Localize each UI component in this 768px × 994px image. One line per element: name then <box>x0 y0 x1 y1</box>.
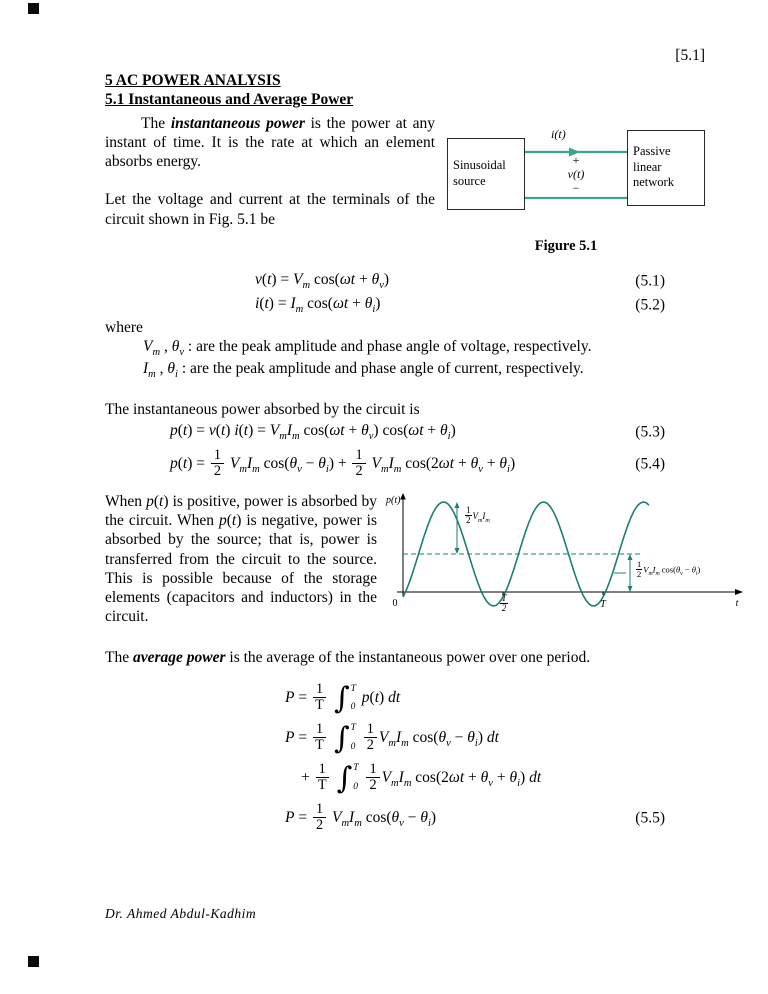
circuit-diagram <box>447 124 705 224</box>
average-power-line-3-body: + $\frac{1}{T}$ ∫ T 0 $\frac{1}{2}$ $V_mI_m$ $\cos(2\omega t + \theta_v + \theta_i)$ dt <box>301 760 542 796</box>
average-power-line-2 <box>105 720 705 756</box>
where-label: where <box>105 318 143 336</box>
tick-zero-label: 0 <box>392 597 398 609</box>
intro-row <box>105 114 705 256</box>
equation-5-5 <box>105 800 705 834</box>
x-axis-label: t <box>735 597 739 609</box>
instantaneous-power-plot <box>385 492 768 642</box>
average-power-line-3 <box>105 760 705 796</box>
power-sign-paragraph: When p(t) is positive, power is absorbed by the circuit. When p(t) is negative, power is absorbed by the source; that is, power is transferred from the circuit to the source. This is possible because of the storage elements (capacitors and inductors) in the circuit. <box>105 492 377 626</box>
plus-polarity-label: + <box>572 152 580 167</box>
sinusoidal-source-box: Sinusoidal source <box>447 138 525 210</box>
registration-mark-top <box>28 3 39 14</box>
equation-5-3-number: (5.3) <box>635 423 665 441</box>
equation-5-2-number: (5.2) <box>635 296 665 314</box>
equation-5-1 <box>105 270 705 292</box>
equation-5-5-number: (5.5) <box>635 809 665 827</box>
y-axis-arrow-icon <box>400 493 406 500</box>
amplitude-annotation: $\frac{1}{2}$ $V_mI_m$ <box>466 504 490 526</box>
equation-5-4 <box>105 446 705 480</box>
equation-5-4-number: (5.4) <box>635 455 665 473</box>
equation-5-2-body: $i(t) = I_m$ $\cos(\omega t + \theta_i)$ <box>255 294 381 315</box>
figure-caption: Figure 5.1 <box>534 237 598 254</box>
y-axis-label: p(t) <box>386 494 401 506</box>
chapter-heading: 5 AC POWER ANALYSIS <box>105 72 281 90</box>
instantaneous-power-paragraph: The instantaneous power is the power at any instant of time. It is the rate at which an element absorbs energy. <box>105 114 435 171</box>
amplitude-arrow-down-icon <box>455 548 460 554</box>
equation-5-3 <box>105 421 705 443</box>
voltage-definition: $V_m$ , $\theta_v$ : are the peak amplitude and phase angle of voltage, respectively. <box>143 338 592 359</box>
figure-5-1 <box>447 124 705 256</box>
average-arrow-down-icon <box>628 586 633 592</box>
section-heading: 5.1 Instantaneous and Average Power <box>105 91 354 109</box>
power-plot-svg <box>385 492 768 632</box>
page-content <box>105 71 739 834</box>
intro-text-column <box>105 114 435 256</box>
average-power-paragraph: The average power is the average of the instantaneous power over one period. <box>105 648 591 666</box>
equation-5-1-body: $v(t) = V_m$ $\cos(\omega t + \theta_v)$ <box>255 270 390 291</box>
equation-5-1-number: (5.1) <box>635 272 665 290</box>
tick-T-half-label: $\frac{T}{2}$ <box>501 592 507 614</box>
equation-5-5-body: P = $\frac{1}{2}$ $V_mI_m$ $\cos(\theta_v - \theta_i)$ <box>285 800 437 833</box>
amplitude-arrow-up-icon <box>455 502 460 508</box>
average-power-line-2-body: P = $\frac{1}{T}$ ∫ T 0 $\frac{1}{2}$ $V_mI_m$ $\cos(\theta_v - \theta_i)$ dt <box>285 720 499 756</box>
tick-T-label: T <box>600 598 606 610</box>
equation-5-4-body: p(t) = $\frac{1}{2}$ $V_mI_m$ $\cos(\theta_v - \theta_i)$ + $\frac{1}{2}$ $V_mI_m$ $\cos(2\omega t + \theta_v + \theta_i)$ <box>170 446 516 479</box>
author-signature: Dr. Ahmed Abdul-Kadhim <box>105 906 257 921</box>
current-definition: $I_m$ , $\theta_i$ : are the peak amplitude and phase angle of current, respectively. <box>143 360 584 381</box>
current-label: i(t) <box>551 126 566 141</box>
average-annotation: $\frac{1}{2}$ $V_mI_m$ $\cos(\theta_v - \theta_i)$ <box>637 558 701 579</box>
average-power-line-1-body: P = $\frac{1}{T}$ ∫ T 0 p(t) dt <box>285 681 401 717</box>
x-axis-arrow-icon <box>735 589 743 595</box>
equation-5-2 <box>105 294 705 316</box>
instantaneous-power-intro: The instantaneous power absorbed by the circuit is <box>105 400 420 418</box>
average-power-derivation <box>105 683 705 834</box>
registration-mark-bottom <box>28 956 39 967</box>
lead-in-paragraph: Let the voltage and current at the terminals of the circuit shown in Fig. 5.1 be <box>105 191 435 228</box>
minus-polarity-label: − <box>572 180 580 195</box>
page-reference: [5.1] <box>675 47 705 64</box>
equation-5-3-body: p(t) = v(t) $i(t) = V_mI_m$ $\cos(\omega t + \theta_v)$ $\cos(\omega t + \theta_i)$ <box>170 421 456 442</box>
voltage-current-equations <box>105 270 705 316</box>
average-power-line-1 <box>105 681 705 717</box>
average-arrow-up-icon <box>628 554 633 560</box>
passive-network-box: Passive linear network <box>627 130 705 206</box>
voltage-label: v(t) <box>567 166 585 181</box>
power-discussion-row <box>105 492 768 642</box>
